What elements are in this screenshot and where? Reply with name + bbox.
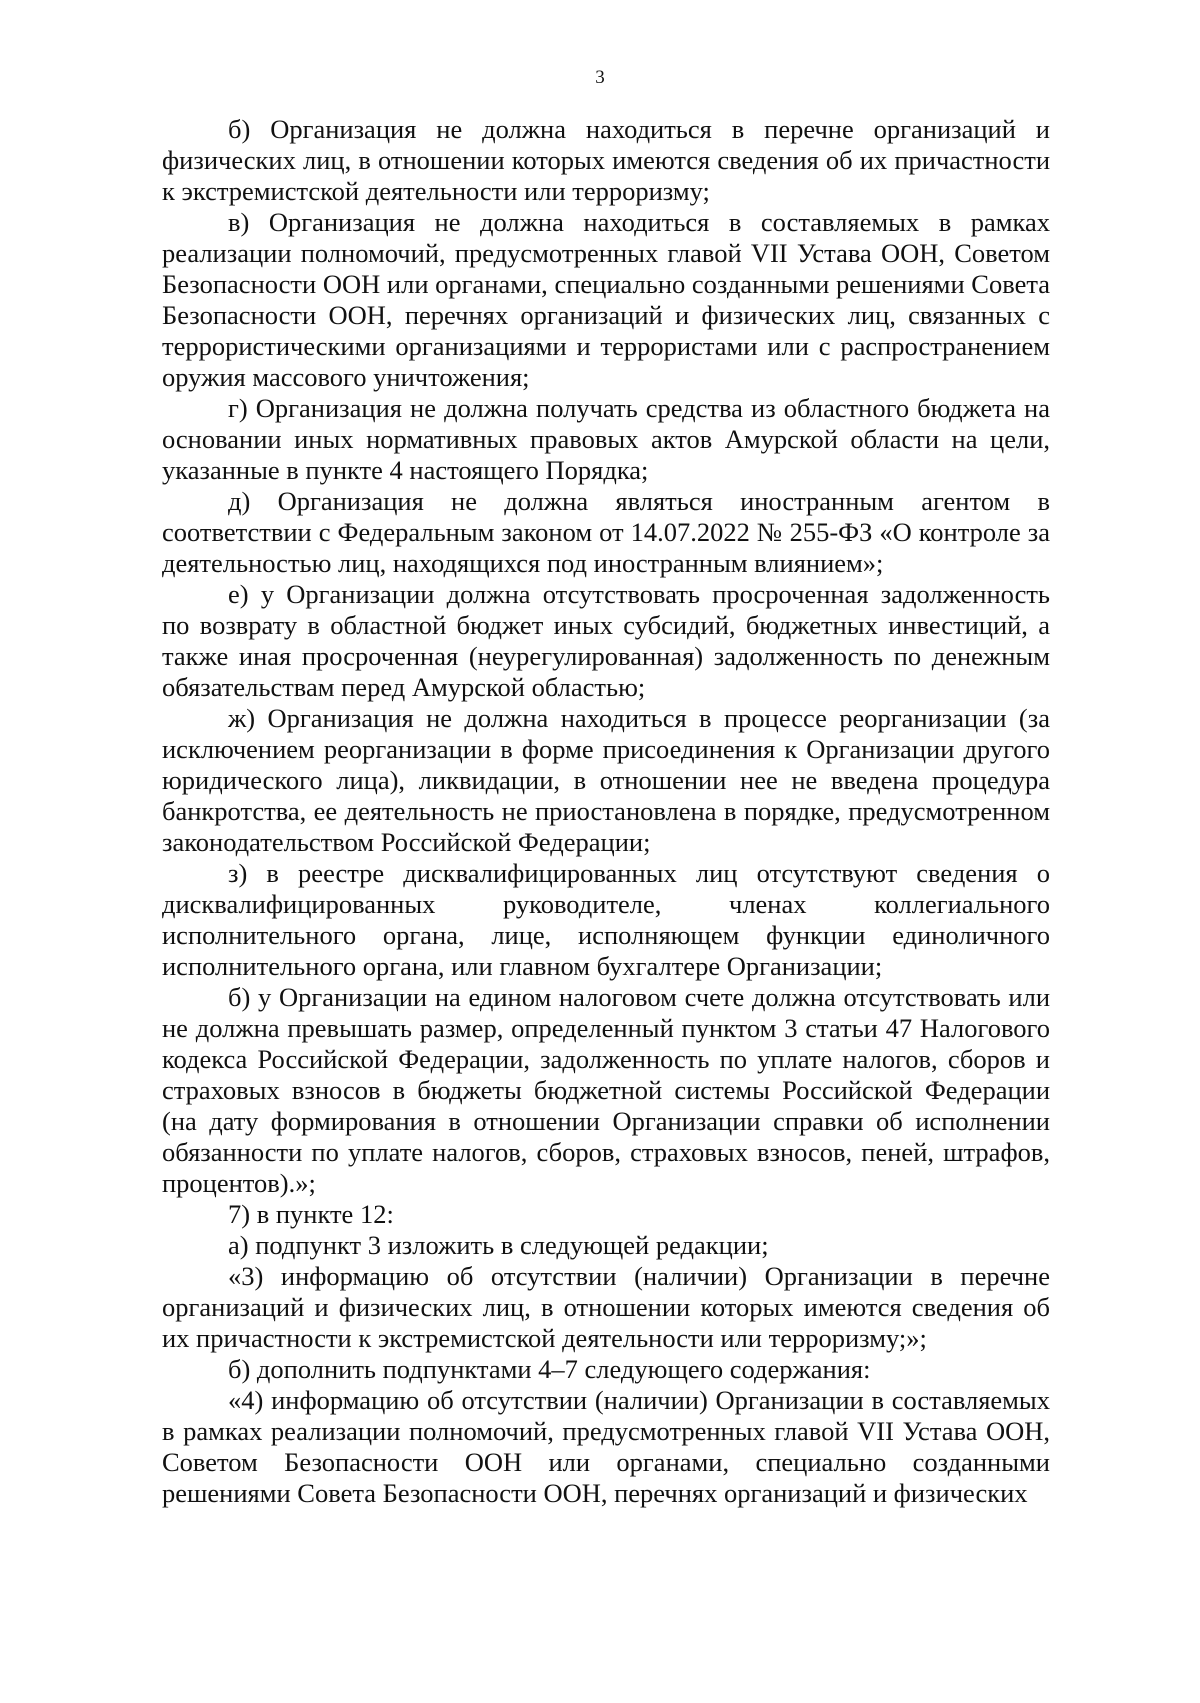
paragraph-b-tax-account: б) у Организации на едином налоговом счете должна отсутствовать или не должна превышать размер, определенный пунктом 3 статьи 47 Налогового кодекса Российской Федерации, задолженность по уплате налогов, сборов и страховых взносов в бюджеты бюджетной системы Российской Федерации (на дату формирования в отношении Организации справки об исполнении обязанности по уплате налогов, сборов, страховых взносов, пеней, штрафов, процентов).»; [162, 982, 1050, 1198]
paragraph-quote-4: «4) информацию об отсутствии (наличии) Организации в составляемых в рамках реализации полномочий, предусмотренных главой VII Устава ООН, Советом Безопасности ООН или органами, специально созданными решениями Совета Безопасности ООН, перечнях организаций и физических [162, 1385, 1050, 1508]
document-body [162, 114, 1050, 1509]
paragraph-g-regional-budget: г) Организация не должна получать средства из областного бюджета на основании иных нормативных правовых актов Амурской области на цели, указанные в пункте 4 настоящего Порядка; [162, 393, 1050, 485]
paragraph-a-subitem-3: а) подпункт 3 изложить в следующей редакции; [228, 1230, 769, 1260]
paragraph-zh-reorganization: ж) Организация не должна находиться в процессе реорганизации (за исключением реорганизации в форме присоединения к Организации другого юридического лица), ликвидации, в отношении нее не введена процедура банкротства, ее деятельность не приостановлена в порядке, предусмотренном законодательством Российской Федерации; [162, 703, 1050, 857]
paragraph-b-extremism-list: б) Организация не должна находиться в перечне организаций и физических лиц, в отношении которых имеются сведения об их причастности к экстремистской деятельности или терроризму; [162, 114, 1050, 206]
page-number: 3 [595, 67, 605, 88]
paragraph-d-foreign-agent: д) Организация не должна являться иностранным агентом в соответствии с Федеральным законом от 14.07.2022 № 255-ФЗ «О контроле за деятельностью лиц, находящихся под иностранным влиянием»; [162, 486, 1050, 578]
paragraph-quote-3: «3) информацию об отсутствии (наличии) Организации в перечне организаций и физических лиц, в отношении которых имеются сведения об их причастности к экстремистской деятельности или терроризму;»; [162, 1261, 1050, 1353]
paragraph-e-overdue-debt: е) у Организации должна отсутствовать просроченная задолженность по возврату в областной бюджет иных субсидий, бюджетных инвестиций, а также иная просроченная (неурегулированная) задолженность по денежным обязательствам перед Амурской областью; [162, 579, 1050, 702]
paragraph-item-7: 7) в пункте 12: [228, 1199, 394, 1229]
paragraph-b-subitems-4-7: б) дополнить подпунктами 4–7 следующего содержания: [228, 1354, 871, 1384]
paragraph-z-disqualified-persons: з) в реестре дисквалифицированных лиц отсутствуют сведения о дисквалифицированных руководителе, членах коллегиального исполнительного органа, лице, исполняющем функции единоличного исполнительного органа, или главном бухгалтере Организации; [162, 858, 1050, 981]
paragraph-v-un-security-council: в) Организация не должна находиться в составляемых в рамках реализации полномочий, предусмотренных главой VII Устава ООН, Советом Безопасности ООН или органами, специально созданными решениями Совета Безопасности ООН, перечнях организаций и физических лиц, связанных с террористическими организациями и террористами или с распространением оружия массового уничтожения; [162, 207, 1050, 392]
